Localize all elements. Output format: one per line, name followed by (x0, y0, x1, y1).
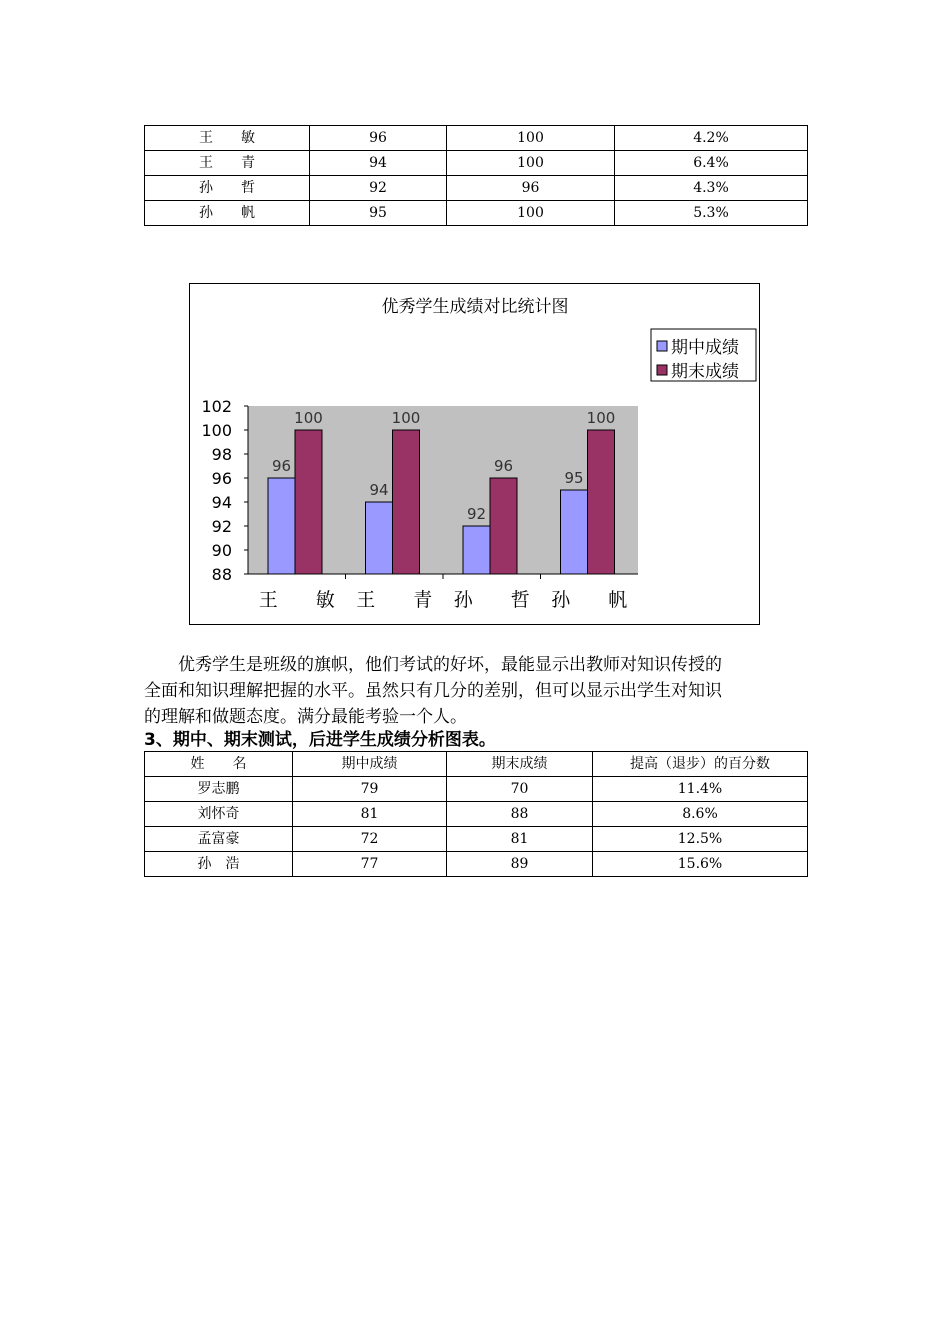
x-tick-label: 王 青 (356, 589, 433, 611)
bar (463, 526, 490, 574)
percent-cell: 4.3% (615, 176, 808, 201)
bar (393, 430, 420, 574)
final-score-cell: 70 (447, 777, 593, 802)
data-label: 100 (586, 409, 616, 427)
data-label: 100 (391, 409, 421, 427)
midterm-score-cell: 92 (310, 176, 447, 201)
lagging-students-table (144, 751, 808, 877)
final-score-cell: 96 (447, 176, 615, 201)
legend-label: 期末成绩 (671, 362, 739, 382)
midterm-score-cell: 81 (293, 802, 447, 827)
header-percent: 提高（退步）的百分数 (593, 752, 808, 777)
data-label: 100 (294, 409, 323, 427)
midterm-score-cell: 79 (293, 777, 447, 802)
bar (561, 490, 588, 574)
percent-cell: 15.6% (593, 852, 808, 877)
score-comparison-chart (189, 283, 760, 625)
student-name-cell: 罗志鹏 (145, 777, 293, 802)
bar (588, 430, 615, 574)
table-row (145, 852, 808, 877)
chart-title: 优秀学生成绩对比统计图 (381, 297, 569, 317)
paragraph-line: 优秀学生是班级的旗帜，他们考试的好坏，最能显示出教师对知识传授的 (178, 655, 722, 675)
y-tick-label: 92 (211, 517, 232, 536)
y-tick-label: 100 (201, 421, 232, 440)
final-score-cell: 89 (447, 852, 593, 877)
y-tick-label: 90 (211, 541, 232, 560)
bar (295, 430, 322, 574)
legend-swatch (657, 365, 667, 375)
data-label: 95 (564, 469, 584, 487)
final-score-cell: 81 (447, 827, 593, 852)
y-tick-label: 102 (201, 397, 232, 416)
student-name-cell: 孙 浩 (145, 852, 293, 877)
student-name-cell: 王 敏 (145, 126, 310, 151)
y-tick-label: 98 (211, 445, 232, 464)
student-name-cell: 孙 哲 (145, 176, 310, 201)
percent-cell: 11.4% (593, 777, 808, 802)
table-row (145, 802, 808, 827)
header-final: 期末成绩 (447, 752, 593, 777)
analysis-paragraph (144, 652, 808, 678)
table-row (145, 151, 808, 176)
midterm-score-cell: 72 (293, 827, 447, 852)
midterm-score-cell: 95 (310, 201, 447, 226)
table-row (145, 827, 808, 852)
percent-cell: 6.4% (615, 151, 808, 176)
final-score-cell: 100 (447, 151, 615, 176)
table-row (145, 126, 808, 151)
data-label: 92 (466, 505, 487, 523)
student-name-cell: 刘怀奇 (145, 802, 293, 827)
x-tick-label: 孙 哲 (453, 589, 530, 611)
legend-swatch (657, 341, 667, 351)
table-row (145, 176, 808, 201)
data-label: 96 (271, 457, 292, 475)
final-score-cell: 100 (447, 126, 615, 151)
data-label: 96 (493, 457, 514, 475)
analysis-paragraph-cont (144, 678, 808, 730)
percent-cell: 4.2% (615, 126, 808, 151)
bar (490, 478, 517, 574)
table-row (145, 777, 808, 802)
y-tick-label: 88 (211, 565, 232, 584)
student-name-cell: 孙 帆 (145, 201, 310, 226)
x-tick-label: 王 敏 (258, 589, 335, 611)
section-heading: 3、期中、期末测试，后进学生成绩分析图表。 (144, 730, 496, 750)
midterm-score-cell: 96 (310, 126, 447, 151)
student-name-cell: 孟富豪 (145, 827, 293, 852)
student-name-cell: 王 青 (145, 151, 310, 176)
midterm-score-cell: 77 (293, 852, 447, 877)
header-name: 姓 名 (145, 752, 293, 777)
paragraph-line: 的理解和做题态度。满分最能考验一个人。 (144, 707, 467, 727)
x-tick-label: 孙 帆 (551, 589, 628, 611)
midterm-score-cell: 94 (310, 151, 447, 176)
final-score-cell: 100 (447, 201, 615, 226)
legend-label: 期中成绩 (671, 338, 739, 358)
chart-canvas (190, 284, 759, 624)
data-label: 94 (369, 481, 389, 499)
top-students-table (144, 125, 808, 226)
bar (366, 502, 393, 574)
percent-cell: 5.3% (615, 201, 808, 226)
table-header-row (145, 752, 808, 777)
bar (268, 478, 295, 574)
paragraph-line: 全面和知识理解把握的水平。虽然只有几分的差别，但可以显示出学生对知识 (144, 681, 722, 701)
final-score-cell: 88 (447, 802, 593, 827)
header-midterm: 期中成绩 (293, 752, 447, 777)
table-row (145, 201, 808, 226)
y-tick-label: 96 (211, 469, 232, 488)
percent-cell: 8.6% (593, 802, 808, 827)
y-tick-label: 94 (211, 493, 232, 512)
percent-cell: 12.5% (593, 827, 808, 852)
